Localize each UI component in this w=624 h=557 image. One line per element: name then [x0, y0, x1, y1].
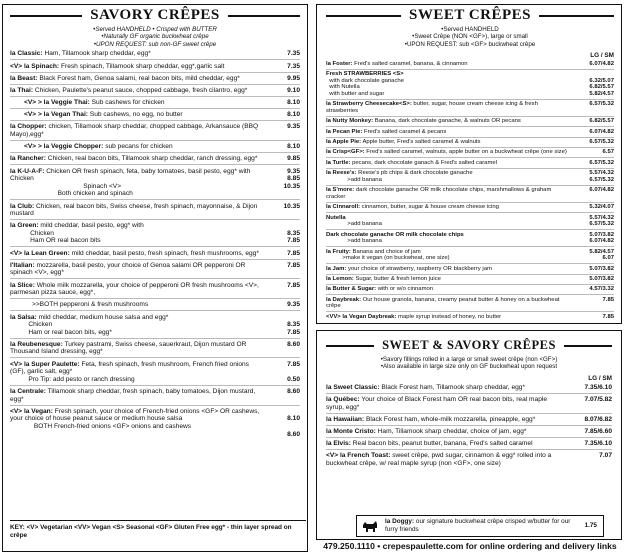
menu-item-price: 7.35 [287, 62, 300, 70]
menu-item-text: Ham, Tillamook sharp cheddar, choice of jam, egg* [375, 428, 527, 436]
menu-item-description [326, 428, 570, 436]
menu-item-name: la Butter & Sugar: [326, 286, 377, 293]
row-separator [326, 437, 612, 438]
menu-item-name: Fresh STRAWBERRIES <S> [326, 71, 404, 77]
sweet-savory-item-list [316, 384, 622, 468]
menu-item-name: la Turtle: [326, 159, 351, 166]
menu-item-price: 4.57/3.32 [589, 286, 614, 293]
sweet-sub-1: •Served HANDHELD [441, 26, 499, 33]
menu-item-price: 7.85 [602, 313, 614, 320]
menu-item-price: 6.57/5.32 [589, 159, 614, 166]
menu-item-name: la Crisp<GF>: [326, 149, 365, 156]
menu-item-price: 8.10 [287, 111, 300, 119]
menu-item-price: 7.07/5.82 [584, 396, 612, 404]
menu-item-description [326, 396, 570, 411]
menu-item-name: la Vegan Daybreak: [342, 313, 397, 320]
menu-item-text: mild cheddar, medium house salsa and egg* Chicken Ham or real bacon bits, egg* [28, 313, 169, 336]
savory-border [2, 4, 308, 552]
menu-item-price: 5.57/4.32 6.57/5.32 [589, 214, 614, 228]
menu-item-price: 7.85/6.60 [584, 428, 612, 436]
menu-item-name: la Spinach: [23, 62, 60, 70]
menu-item-price: 9.35 8.85 10.35 [283, 167, 300, 190]
menu-item-price: 5.07/3.82 [589, 275, 614, 282]
menu-item [326, 440, 612, 448]
menu-item-name: la Elvis: [326, 440, 351, 448]
sweet-savory-sub-1: •Savory fillings rolled in a large or small sweet crêpe (non <GF>) [380, 356, 558, 363]
menu-item-name: la Lemon: [326, 275, 354, 282]
menu-item-price: 6.57/5.32 [589, 139, 614, 145]
menu-item-text: Black Forest ham, Tillamook sharp cheddar, egg* [379, 384, 526, 391]
menu-item-name: > la Veggie Chopper: [37, 143, 104, 151]
menu-item-price: 8.07/6.82 [584, 415, 612, 423]
sweet-col-header: LG / SM [590, 52, 614, 60]
menu-item-text: mild cheddar, basil pesto, egg* with Chicken Ham OR real bacon bits [30, 222, 144, 245]
doggy-name: la Doggy: [385, 518, 415, 526]
menu-item-text: Black Forest ham, Genoa salami, real bacon bits, mild cheddar, egg* [37, 74, 240, 82]
sweet-border [316, 4, 622, 324]
menu-item-text: dark chocolate ganache OR milk chocolate chips, marshmallows & graham cracker [326, 187, 553, 200]
menu-item-price: 5.32/4.07 [589, 204, 614, 211]
menu-item-price: 8.10 [287, 143, 300, 151]
menu-item-name: la Slice: [10, 281, 35, 289]
dog-icon [361, 519, 379, 533]
menu-item-name: la S'more: [326, 187, 355, 194]
menu-item [326, 396, 612, 411]
menu-item-name: l'Italian: [10, 261, 35, 269]
menu-item-name: la Hawaiian: [326, 415, 365, 423]
row-separator [326, 425, 612, 426]
menu-item-text: >add banana [347, 221, 382, 228]
menu-item-price: 10.35 [283, 202, 300, 210]
menu-item-text: >>BOTH pepperoni & fresh mushrooms [10, 301, 149, 309]
menu-item-name: la French Toast: [339, 452, 391, 460]
menu-item-text: Sub cashews, no egg, no butter [87, 111, 183, 119]
menu-item-price: 7.35/6.10 [584, 440, 612, 448]
sweet-column [316, 0, 624, 557]
diet-tag: <V> [10, 62, 23, 70]
menu-item-name: la Centrale: [10, 387, 46, 395]
menu-item-text: Our house granola, banana, creamy peanut butter & honey on a buckwheat crêpe [326, 296, 562, 310]
menu-item-price: 6.57 [602, 149, 614, 156]
menu-item-text: Fresh spinach, Tillamook sharp cheddar, egg*,garlic salt [59, 62, 225, 70]
menu-item-text: mozzarella, basil pesto, your choice of Genoa salami OR pepperoni OR spinach <V>, egg* [10, 261, 248, 277]
sweet-savory-title: SWEET & SAVORY CRÊPES [374, 338, 564, 353]
menu-item-price: 8.60 [287, 340, 300, 348]
menu-item-text: Sub cashews for chicken [89, 99, 165, 107]
menu-item-price: 5.57/4.32 6.57/5.32 [589, 170, 614, 183]
menu-item-name: la Thai: [10, 86, 34, 94]
menu-item-price: 7.07 [599, 452, 612, 460]
menu-item-name: la Reese's: [326, 170, 357, 177]
menu-item-name: la Lean Green: [23, 249, 70, 257]
menu-item [326, 384, 612, 392]
diet-tag: <V> [10, 360, 23, 368]
sweet-savory-section [316, 334, 622, 468]
menu-item-name: la Foster: [326, 60, 353, 67]
diet-tag: <V> [24, 143, 37, 151]
menu-item-text: Banana, dark chocolate ganache, & walnuts OR pecans [373, 118, 521, 125]
menu-item-price: 9.95 [287, 74, 300, 82]
menu-item-description [326, 416, 570, 424]
menu-item [326, 416, 612, 424]
menu-item-name: la Classic: [10, 50, 43, 58]
menu-item-text: chicken, Tillamook sharp cheddar, chopped cabbage, Arkansauce (BBQ Mayo),egg* [10, 123, 260, 139]
menu-item-text: Real bacon bits, peanut butter, banana, Fred's salted caramel [350, 440, 533, 448]
menu-item-price: 7.85 [287, 249, 300, 257]
menu-item-description [326, 384, 570, 392]
doggy-desc: our signature buckwheat crêpe crisped w/butter for our furry friends [385, 518, 571, 533]
menu-item-name: la Sweet Classic: [326, 384, 380, 391]
menu-item-name: la K-U-A-F: [10, 167, 45, 175]
menu-item-text: Fresh spinach, your choice of French-fried onions <GF> OR cashews, your choice of house peanut sauce or medium house salsa BOTH French-fried onions <GF> onions and cashews [10, 407, 260, 430]
row-separator [326, 449, 612, 450]
savory-sub-2: •Naturally GF organic buckwheat crêpe [101, 33, 209, 41]
diet-tag: <V> [326, 452, 339, 460]
savory-column [0, 0, 310, 557]
sweet-savory-col-header: LG / SM [588, 374, 612, 382]
menu-item-text: Black Forest ham, whole-milk mozzarella, pineapple, egg* [364, 415, 536, 423]
sweet-banner [316, 6, 624, 26]
sweet-title: SWEET CRÊPES [401, 7, 539, 24]
menu-item-text: Your choice of Black Forest ham OR real bacon bits, real maple syrup, egg* [326, 396, 549, 411]
menu-item-name: la Cinnaroll: [326, 204, 361, 211]
footer-contact: 479.250.1110 • crepespaulette.com for online ordering and delivery links [323, 541, 617, 551]
menu-item-price: 7.85 [287, 261, 300, 269]
menu-item-text: >add banana [347, 238, 382, 245]
menu-item-description [326, 452, 570, 467]
menu-item-price: 9.10 [287, 86, 300, 94]
menu-item-price: 6.07/4.82 [589, 60, 614, 67]
menu-item-text: your choice of strawberry, raspberry OR blackberry jam [346, 265, 492, 272]
menu-item-price: 9.35 [287, 123, 300, 131]
menu-item-text: Chicken, Paulette's peanut sauce, chopped cabbage, fresh cilantro, egg* [33, 86, 248, 94]
menu-item-price: 5.07/3.82 [589, 265, 614, 272]
menu-item-text: Fred's salted caramel & pecans [362, 128, 447, 135]
menu-item-text: Sugar, butter & fresh lemon juice [353, 275, 441, 282]
menu-item-text: Feta, fresh spinach, fresh mushroom, French fried onions (GF), garlic salt, egg* Pro Tip: add pesto or ranch dressing [10, 360, 249, 383]
menu-item-text: with dark chocolate ganache with Nutella with butter and sugar [329, 77, 404, 97]
menu-item-description [326, 440, 570, 448]
menu-item-text: Chicken, real bacon bits, Swiss cheese, fresh spinach, mayonnaise, & Dijon mustard [10, 202, 260, 218]
menu-item-name: la Rancher: [10, 155, 46, 163]
menu-item-name: la Fruity: [326, 248, 351, 255]
menu-item-price: 9.85 [287, 155, 300, 163]
menu-item-price: 7.35 [287, 50, 300, 58]
row-separator [326, 413, 612, 414]
menu-item-name: la Club: [10, 202, 35, 210]
menu-item-name: > la Veggie Thai: [37, 99, 90, 107]
menu-item [326, 428, 612, 436]
menu-item-price: 7.35/6.10 [584, 384, 612, 391]
menu-item-name: Nutella [326, 214, 346, 221]
menu-item-name: Dark chocolate ganache OR milk chocolate chips [326, 231, 464, 238]
menu-item-price: 7.85 0.50 [287, 360, 300, 383]
diet-tag: <V> [10, 407, 23, 415]
diet-tag: <V> [10, 249, 23, 257]
menu-item-name: la Jam: [326, 265, 347, 272]
sweet-sub-3: •UPON REQUEST: sub <GF> buckwheat crêpe [404, 40, 536, 48]
savory-sub-1: •Served HANDHELD • Crisped with BUTTER [93, 26, 217, 33]
menu-item-text: cinnamon, butter, sugar & house cream cheese icing [360, 204, 499, 211]
menu-item-name: > la Vegan Thai: [37, 111, 88, 119]
menu-item-text: Whole milk mozzarella, your choice of pepperoni OR fresh mushrooms <V>, parmesan pizza sauce, egg*, [10, 281, 261, 297]
sweet-savory-banner [316, 336, 622, 356]
menu-item-price: 7.85 [287, 281, 300, 289]
menu-item-text: Tillamook sharp cheddar, fresh spinach, baby tomatoes, Dijon mustard, egg* [10, 387, 258, 403]
menu-item-name: la Québec: [326, 396, 360, 404]
savory-sub-3: •UPON REQUEST: sub non-GF sweet crêpe [93, 40, 217, 48]
menu-item-text: sub pecans for chicken [103, 143, 173, 151]
menu-item-name: la Nutty Monkey: [326, 118, 374, 125]
menu-item-text: mild cheddar, basil pesto, fresh spinach, fresh mushrooms, egg* [69, 249, 259, 257]
menu-item-price: 5.07/3.82 6.07/4.82 [589, 231, 614, 245]
menu-item [326, 452, 612, 467]
doggy-text [385, 518, 573, 533]
menu-item-price: 8.35 7.85 [287, 321, 300, 336]
menu-item-text: butter, sugar, house cream cheese icing & fresh strawberries [326, 101, 540, 114]
menu-item-text: pecans, dark chocolate ganach & Fred's salted caramel [350, 159, 497, 166]
menu-item-price: 7.85 [602, 296, 614, 303]
menu-item-price: 8.60 [287, 387, 300, 395]
doggy-box [356, 515, 604, 537]
diet-tag: <V> [24, 111, 37, 119]
menu-item-name: la Daybreak: [326, 296, 362, 303]
menu-key: KEY: <V> Vegetarian <VV> Vegan <S> Seasonal <GF> Gluten Free egg* - thin layer spread on crêpe [10, 520, 306, 540]
diet-tag: <V> [24, 99, 37, 107]
menu-item-text: Reese's pb chips & dark chocolate ganache >add banana [347, 170, 473, 183]
menu-item-name: la Apple Pie: [326, 139, 362, 145]
menu-item-price: 8.10 [287, 99, 300, 107]
menu-item-name: la Beast: [10, 74, 38, 82]
menu-item-name: la Strawberry Cheesecake<S>: [326, 101, 412, 108]
sweet-sub-2: •Sweet Crêpe (NON <GF>), large or small [412, 33, 528, 41]
menu-item-text: Ham, Tillamook sharp cheddar, egg* [42, 50, 151, 58]
sweet-savory-sub-2: •Also available in large size only on GF buckwheat upon request [380, 363, 558, 371]
menu-item-name: la Chopper: [10, 123, 47, 131]
menu-item-text: Chicken, real bacon bits, Tillamook sharp cheddar, ranch dressing, egg* [45, 155, 258, 163]
savory-banner [0, 6, 310, 26]
menu-item-price: 6.57/5.32 [589, 101, 614, 108]
menu-item-name: la Super Paulette: [23, 360, 80, 368]
menu-item-price: 8.35 7.85 [287, 229, 300, 245]
savory-title: SAVORY CRÊPES [82, 7, 227, 24]
menu-item-text: Fred's salted caramel, walnuts, apple butter on a buckwheat crêpe (one size) [364, 149, 567, 156]
menu-item-text: Chicken OR fresh spinach, feta, baby tomatoes, basil pesto, egg* with Chicken Spinach <V> Both chicken and spinach [10, 167, 251, 198]
menu-item-name: la Reubenesque: [10, 340, 63, 348]
menu-item-name: la Vegan: [23, 407, 53, 415]
menu-item-price: 5.82/4.57 6.07 [589, 248, 614, 262]
menu-item-price: 6.07/4.82 [589, 187, 614, 194]
menu-item-text: sweet crêpe, pwd sugar, cinnamon & egg* rolled into a buckwheat crêpe, w/ real maple syrup (non <GF>, one size) [326, 452, 554, 468]
menu-item-text: Turkey pastrami, Swiss cheese, sauerkraut, Dijon mustard OR Thousand Island dressing, egg* [10, 340, 249, 356]
menu-item-price: 9.35 [287, 301, 300, 309]
menu-item-name: la Salsa: [10, 313, 37, 321]
menu-item-text: Fred's salted caramel, banana, & cinnamon [352, 60, 468, 67]
doggy-price: 1.75 [584, 522, 597, 530]
menu-item-price: 6.07/4.82 [589, 128, 614, 135]
menu-item-price: 6.32/5.07 6.82/5.57 5.82/4.57 [589, 77, 614, 97]
menu-item-name: la Monte Cristo: [326, 428, 376, 436]
menu-item-price: 6.82/5.57 [589, 118, 614, 125]
menu-item-name: la Pecan Pie: [326, 128, 363, 135]
diet-tag: <VV> [326, 313, 341, 320]
menu-item-name: la Green: [10, 222, 39, 230]
row-separator [326, 393, 612, 394]
menu-item-text: Apple butter, Fred's salted caramel & walnuts [361, 139, 481, 145]
menu-item-text: Banana and choice of jam >make it vegan (on buckwheat, one size) [342, 248, 450, 262]
menu-item-text: maple syrup instead of honey, no butter [396, 313, 502, 320]
menu-item-price: 8.10 8.60 [287, 415, 300, 438]
menu-item-text: with or w/o cinnamon [376, 286, 434, 293]
